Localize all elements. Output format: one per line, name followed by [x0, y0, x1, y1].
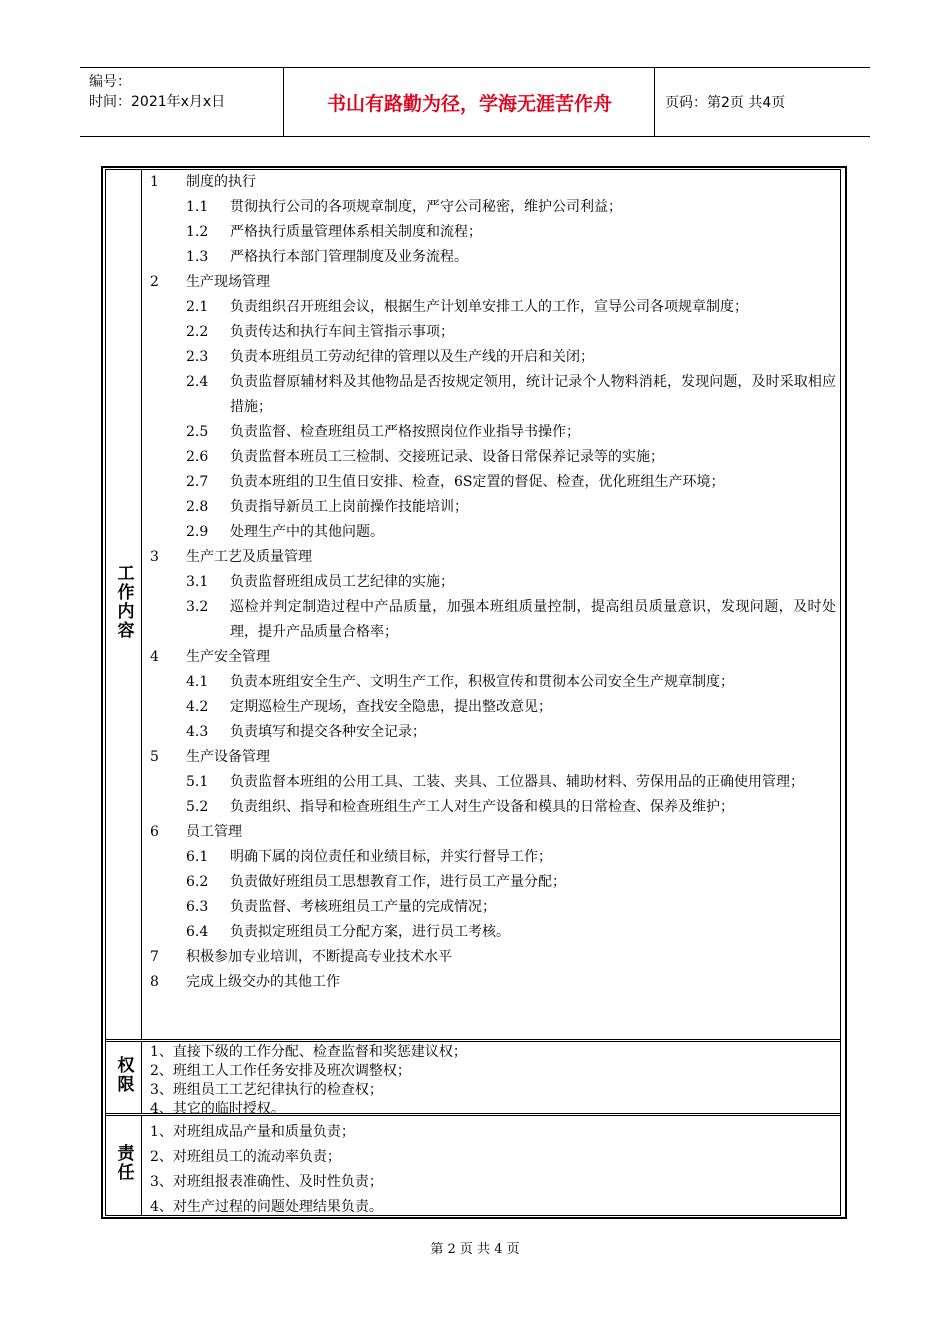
- list-item: [150, 870, 840, 895]
- item-number: 1.2: [186, 224, 209, 240]
- work-content-label: [106, 170, 142, 1039]
- item-text: 贯彻执行公司的各项规章制度，严守公司秘密，维护公司利益；: [230, 199, 622, 215]
- section-heading: [150, 170, 840, 195]
- item-number: 4.3: [186, 724, 209, 740]
- item-text: 严格执行本部门管理制度及业务流程。: [230, 249, 468, 265]
- list-item: [150, 520, 840, 545]
- item-number: 6.4: [186, 924, 209, 940]
- section-divider: [106, 1041, 841, 1042]
- item-number: 2.1: [186, 299, 209, 315]
- item-text: 负责监督、考核班组员工产量的完成情况；: [230, 899, 496, 915]
- section-number: 4: [150, 649, 159, 665]
- list-item: [150, 320, 840, 345]
- section-number: 8: [150, 974, 159, 990]
- section-heading: [150, 545, 840, 570]
- section-number: 3: [150, 549, 159, 565]
- responsibility-item: 2、对班组员工的流动率负责；: [150, 1149, 341, 1165]
- document-code-label: 编号：: [89, 74, 131, 90]
- section-title: 生产工艺及质量管理: [186, 549, 312, 565]
- list-item: [150, 370, 840, 420]
- section-label-text: 工作内容: [113, 563, 134, 640]
- section-heading: [150, 945, 840, 970]
- item-text: 巡检并判定制造过程中产品质量，加强本班组质量控制，提高组员质量意识，发现问题，及时处理，提升产品质量合格率；: [230, 599, 836, 640]
- section-number: 5: [150, 749, 159, 765]
- list-item: [150, 670, 840, 695]
- item-number: 2.2: [186, 324, 209, 340]
- list-item: [150, 895, 840, 920]
- item-number: 3.2: [186, 599, 209, 615]
- header-page-info: 页码：第2页 共4页: [665, 95, 786, 111]
- section-heading: [150, 270, 840, 295]
- item-text: 严格执行质量管理体系相关制度和流程；: [230, 224, 482, 240]
- header-motto: 书山有路勤为径，学海无涯苦作舟: [285, 68, 655, 136]
- list-item: [150, 570, 840, 595]
- item-text: 负责监督本班员工三检制、交接班记录、设备日常保养记录等的实施；: [230, 449, 664, 465]
- item-text: 负责指导新员工上岗前操作技能培训；: [230, 499, 468, 515]
- header-meta: [80, 68, 284, 136]
- section-divider: [106, 1039, 841, 1040]
- section-number: 2: [150, 274, 159, 290]
- responsibility-item: 3、对班组报表准确性、及时性负责；: [150, 1174, 383, 1190]
- item-number: 2.7: [186, 474, 209, 490]
- section-number: 1: [150, 174, 159, 190]
- item-text: 负责监督班组成员工艺纪律的实施；: [230, 574, 454, 590]
- item-number: 4.1: [186, 674, 209, 690]
- section-title: 生产设备管理: [186, 749, 270, 765]
- item-number: 2.3: [186, 349, 209, 365]
- item-number: 5.2: [186, 799, 209, 815]
- item-text: 负责组织、指导和检查班组生产工人对生产设备和模具的日常检查、保养及维护；: [230, 799, 734, 815]
- section-heading: [150, 645, 840, 670]
- section-title: 生产安全管理: [186, 649, 270, 665]
- item-text: 负责监督原辅材料及其他物品是否按规定领用，统计记录个人物料消耗，发现问题，及时采取相应措施；: [230, 374, 836, 415]
- item-text: 处理生产中的其他问题。: [230, 524, 384, 540]
- section-title: 制度的执行: [186, 174, 256, 190]
- item-number: 4.2: [186, 699, 209, 715]
- section-number: 6: [150, 824, 159, 840]
- authority-list: [150, 1043, 840, 1119]
- item-text: 负责本班组安全生产、文明生产工作，积极宣传和贯彻本公司安全生产规章制度；: [230, 674, 734, 690]
- item-text: 定期巡检生产现场，查找安全隐患，提出整改意见；: [230, 699, 552, 715]
- list-item: [150, 345, 840, 370]
- item-number: 1.1: [186, 199, 209, 215]
- section-title: 员工管理: [186, 824, 242, 840]
- item-number: 2.4: [186, 374, 209, 390]
- item-text: 负责监督本班组的公用工具、工装、夹具、工位器具、辅助材料、劳保用品的正确使用管理；: [230, 774, 804, 790]
- list-item: [150, 195, 840, 220]
- item-number: 3.1: [186, 574, 209, 590]
- list-item: [150, 920, 840, 945]
- section-heading: [150, 745, 840, 770]
- list-item: [150, 245, 840, 270]
- section-title: 完成上级交办的其他工作: [186, 974, 340, 990]
- item-text: 负责本班组的卫生值日安排、检查，6S定置的督促、检查，优化班组生产环境；: [230, 474, 725, 490]
- section-label-text: 权限: [113, 1055, 134, 1094]
- responsibility-item: 4、对生产过程的问题处理结果负责。: [150, 1199, 383, 1215]
- list-item: [150, 470, 840, 495]
- item-number: 5.1: [186, 774, 209, 790]
- item-text: 负责填写和提交各种安全记录；: [230, 724, 426, 740]
- item-text: 明确下属的岗位责任和业绩目标，并实行督导工作；: [230, 849, 552, 865]
- list-item: [150, 795, 840, 820]
- item-number: 2.9: [186, 524, 209, 540]
- section-title: 生产现场管理: [186, 274, 270, 290]
- list-item: [150, 595, 840, 645]
- responsibility-item: 1、对班组成品产量和质量负责；: [150, 1124, 355, 1140]
- page-footer: 第 2 页 共 4 页: [430, 1242, 520, 1257]
- item-number: 6.2: [186, 874, 209, 890]
- item-text: 负责组织召开班组会议，根据生产计划单安排工人的工作，宣导公司各项规章制度；: [230, 299, 748, 315]
- item-number: 2.8: [186, 499, 209, 515]
- list-item: [150, 720, 840, 745]
- list-item: [150, 445, 840, 470]
- item-text: 负责做好班组员工思想教育工作，进行员工产量分配；: [230, 874, 566, 890]
- work-content-list: [150, 170, 840, 995]
- item-number: 6.3: [186, 899, 209, 915]
- section-label-text: 责任: [113, 1144, 134, 1182]
- responsibility-list: [150, 1120, 840, 1220]
- item-text: 负责监督、检查班组员工严格按照岗位作业指导书操作；: [230, 424, 580, 440]
- responsibility-label: [106, 1116, 142, 1216]
- item-number: 2.5: [186, 424, 209, 440]
- authority-item: 2、班组工人工作任务安排及班次调整权；: [150, 1063, 411, 1079]
- item-text: 负责拟定班组员工分配方案，进行员工考核。: [230, 924, 510, 940]
- section-heading: [150, 820, 840, 845]
- list-item: [150, 770, 840, 795]
- list-item: [150, 295, 840, 320]
- authority-item: 4、其它的临时授权。: [150, 1101, 285, 1117]
- item-text: 负责传达和执行车间主管指示事项；: [230, 324, 454, 340]
- authority-label: [106, 1042, 142, 1113]
- list-item: [150, 220, 840, 245]
- item-text: 负责本班组员工劳动纪律的管理以及生产线的开启和关闭；: [230, 349, 594, 365]
- list-item: [150, 420, 840, 445]
- item-number: 6.1: [186, 849, 209, 865]
- authority-item: 3、班组员工工艺纪律执行的检查权；: [150, 1082, 383, 1098]
- list-item: [150, 695, 840, 720]
- page-header: [80, 67, 870, 137]
- item-number: 2.6: [186, 449, 209, 465]
- section-title: 积极参加专业培训，不断提高专业技术水平: [186, 949, 452, 965]
- document-date: 时间：2021年x月x日: [89, 94, 226, 110]
- section-heading: [150, 970, 840, 995]
- section-number: 7: [150, 949, 159, 965]
- item-number: 1.3: [186, 249, 209, 265]
- authority-item: 1、直接下级的工作分配、检查监督和奖惩建议权；: [150, 1044, 467, 1060]
- list-item: [150, 845, 840, 870]
- list-item: [150, 495, 840, 520]
